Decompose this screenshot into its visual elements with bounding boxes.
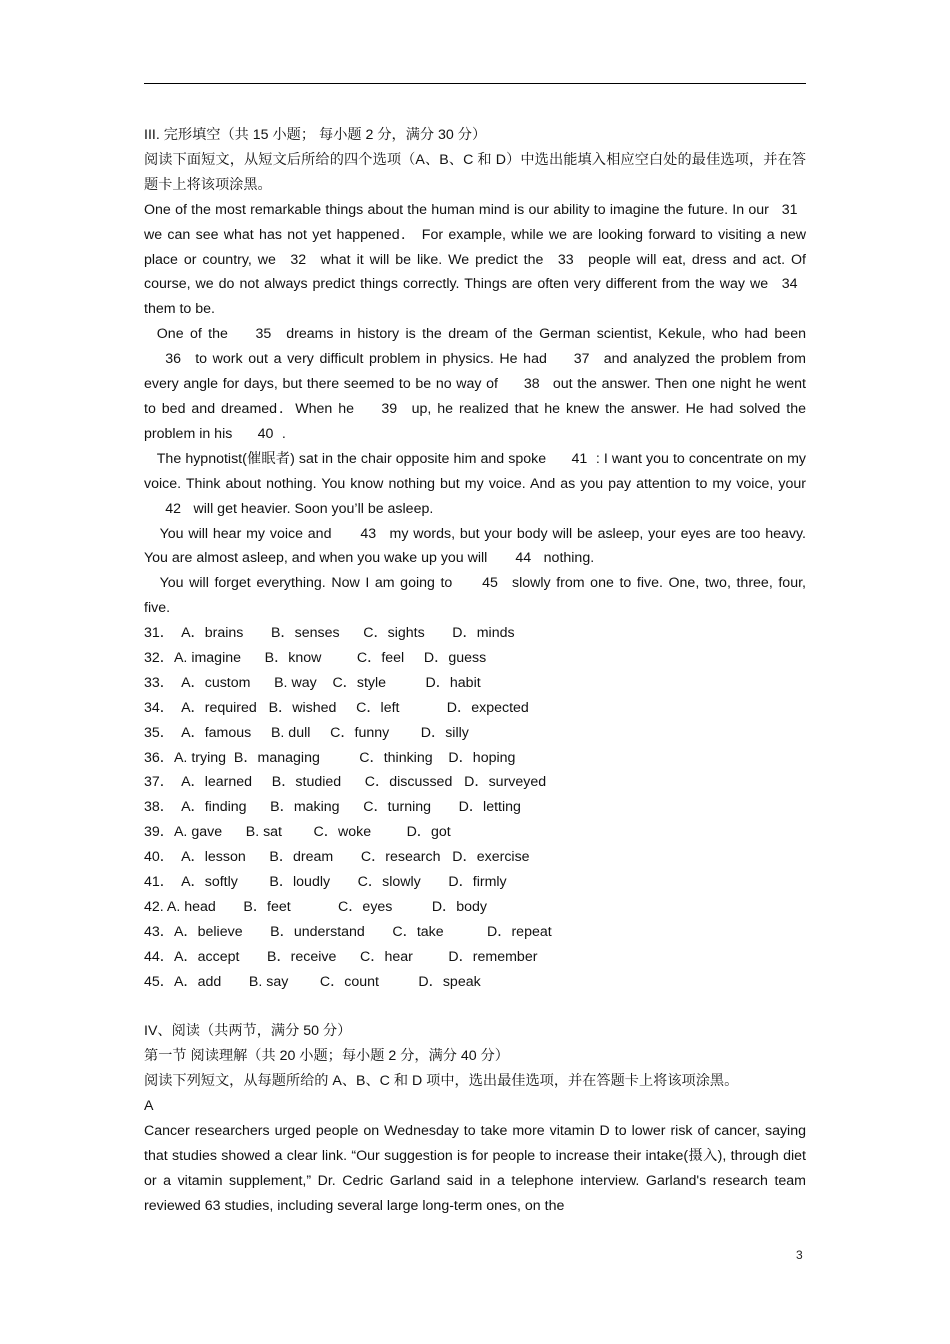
option-row-34: 34． A．required B．wished C．left D．expected <box>144 699 529 716</box>
option-row-39: 39．A. gave B. sat C．woke D．got <box>144 824 451 841</box>
blank-33: 33 <box>557 251 574 268</box>
option-row-36: 36．A. trying B．managing C．thinking D．hoping <box>144 749 516 766</box>
option-row-44: 44．A．accept B．receive C．hear D．remember <box>144 948 538 965</box>
blank-40: 40 <box>257 425 274 442</box>
section-3-title: III. 完形填空（共 15 小题； 每小题 2 分，满分 30 分） <box>144 127 487 143</box>
option-row-38: 38． A．finding B．making C．turning D．letting <box>144 799 521 816</box>
blank-31: 31 <box>781 201 798 218</box>
passage-paragraph-1: One of the most remarkable things about the human mind is our ability to imagine the future. In our 31 we can see what has not yet happened． For example, while we are looking forward to visiting a new place or country, we 32 what it will be like. We predict the 33 people will eat, dress and act. Of course, we do not always predict things correctly. Things are often very different from the way we 34 them to be. <box>144 198 806 323</box>
blank-44: 44 <box>515 550 532 567</box>
section-4-subtitle: 第一节 阅读理解（共 20 小题；每小题 2 分，满分 40 分） <box>144 1048 509 1065</box>
option-row-33: 33． A．custom B. way C．style D．habit <box>144 674 481 691</box>
blank-37: 37 <box>573 351 590 368</box>
option-row-32: 32．A. imagine B．know C．feel D．guess <box>144 650 487 667</box>
option-row-43: 43．A．believe B．understand C．take D．repeat <box>144 923 552 940</box>
blank-43: 43 <box>360 525 377 542</box>
option-row-35: 35． A．famous B. dull C．funny D．silly <box>144 724 469 741</box>
passage-paragraph-4: You will hear my voice and 43 my words, but your body will be asleep, your eyes are too heavy. You are almost asleep, and when you wake up you will 44 nothing. <box>144 522 806 572</box>
option-row-45: 45．A．add B. say C．count D．speak <box>144 973 481 990</box>
option-list <box>144 621 806 994</box>
blank-41: 41 <box>571 450 588 467</box>
section-3-instruction: 阅读下面短文，从短文后所给的四个选项（A、B、C 和 D）中选出能填入相应空白处的最佳选项，并在答题卡上将该项涂黑。 <box>144 151 806 193</box>
option-row-40: 40． A．lesson B．dream C．research D．exercise <box>144 849 530 866</box>
passage-paragraph-2: One of the 35 dreams in history is the dream of the German scientist, Kekule, who had been 36 to work out a very difficult problem in physics. He had 37 and analyzed the problem from every angle for days, but there seemed to be no way of 38 out the answer. Then one night he went to bed and dreamed．When he 39 up, he realized that he knew the answer. He had solved the problem in his 40 . <box>144 322 806 447</box>
page-number: 3 <box>796 1248 803 1262</box>
option-row-42: 42. A. head B．feet C．eyes D．body <box>144 898 488 915</box>
blank-38: 38 <box>523 376 540 393</box>
section-gap <box>144 994 806 1019</box>
option-row-41: 41． A．softly B．loudly C．slowly D．firmly <box>144 874 507 891</box>
section-4-instruction: 阅读下列短文，从每题所给的 A、B、C 和 D 项中，选出最佳选项，并在答题卡上将该项涂黑。 <box>144 1073 739 1090</box>
option-row-31: 31． A．brains B．senses C．sights D．minds <box>144 625 515 642</box>
blank-32: 32 <box>290 251 307 268</box>
reading-passage-a: Cancer researchers urged people on Wednesday to take more vitamin D to lower risk of cancer, saying that studies showed a clear link. “Our suggestion is for people to increase their intake(摄入), through diet or a vitamin supplement,” Dr. Cedric Garland said in a telephone interview. Garland's research team reviewed 63 studies, including several large long-term ones, on the <box>144 1123 806 1214</box>
document-body <box>144 123 806 1219</box>
blank-36: 36 <box>165 351 182 368</box>
header-rule <box>144 83 806 84</box>
blank-45: 45 <box>482 575 498 592</box>
blank-35: 35 <box>255 326 272 343</box>
blank-34: 34 <box>781 276 798 293</box>
option-row-37: 37． A．learned B．studied C．discussed D．surveyed <box>144 774 547 791</box>
blank-42: 42 <box>165 500 182 517</box>
section-4-title: IV、阅读（共两节，满分 50 分） <box>144 1023 352 1040</box>
passage-paragraph-3: The hypnotist(催眠者) sat in the chair opposite him and spoke 41 : I want you to concentrate on my voice. Think about nothing. You know nothing but my voice. And as you pay attention to my voice, your 42 will get heavier. Soon you’ll be asleep. <box>144 447 806 522</box>
passage-paragraph-5: You will forget everything. Now I am going to 45 slowly from one to five. One, two, three, four, five. <box>144 571 806 621</box>
blank-39: 39 <box>381 400 398 417</box>
passage-label-a: A <box>144 1098 154 1115</box>
